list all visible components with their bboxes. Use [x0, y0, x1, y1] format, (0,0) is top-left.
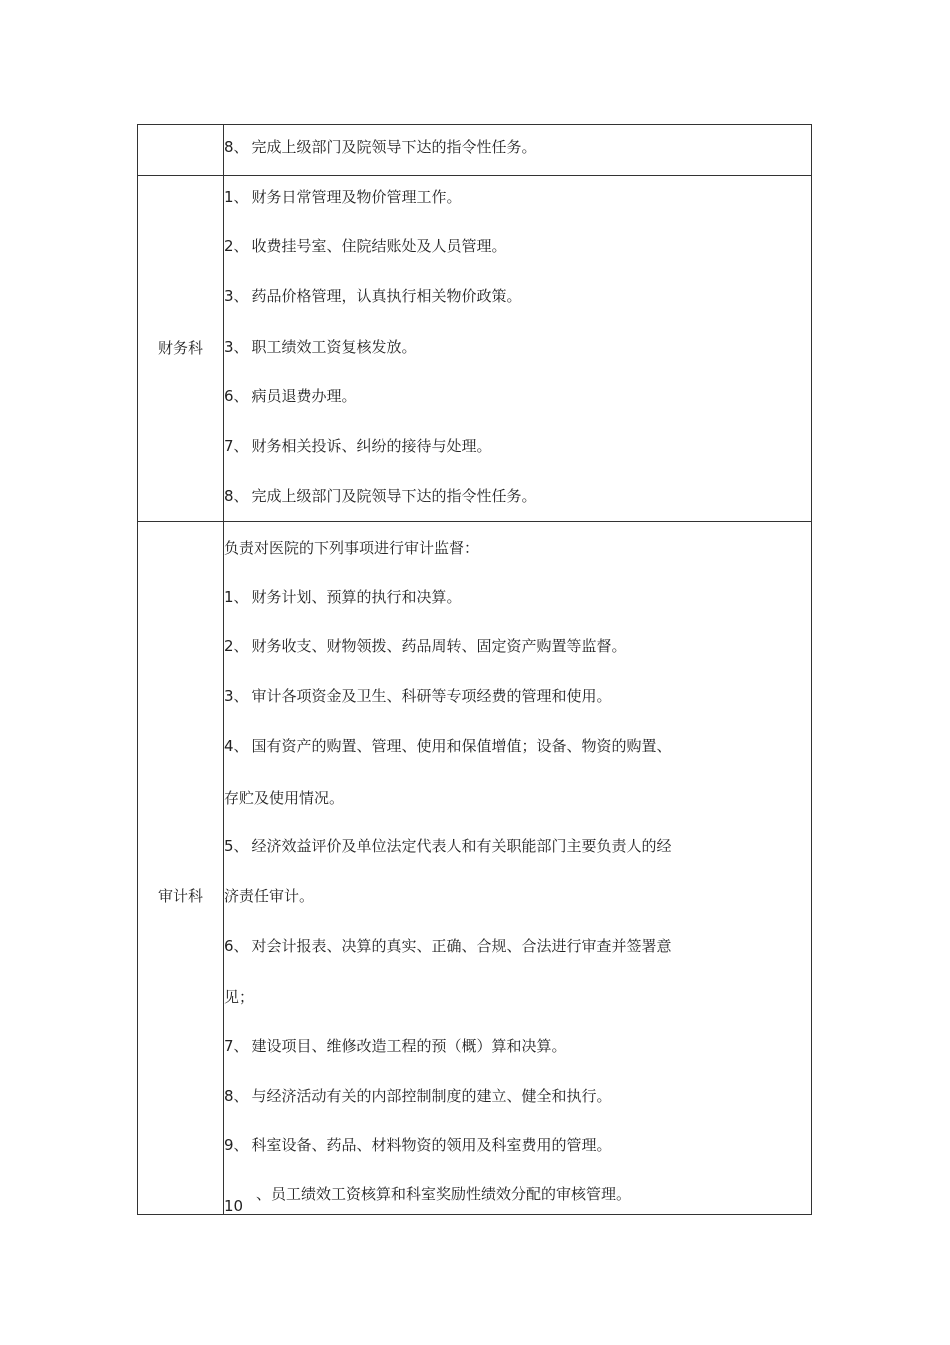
item-text: 完成上级部门及院领导下达的指令性任务。 [251, 138, 537, 156]
duty-line [224, 386, 357, 406]
duty-line [224, 187, 462, 207]
duty-line [224, 436, 492, 456]
item-text: 与经济活动有关的内部控制制度的建立、健全和执行。 [251, 1087, 612, 1105]
item-separator: 、 [233, 188, 249, 206]
item-number: 6 [224, 937, 234, 955]
item-separator: 、 [233, 437, 249, 455]
duty-line [224, 636, 627, 656]
duty-line-continued: 见； [224, 988, 255, 1006]
item-separator: 、 [233, 1087, 249, 1105]
item-separator: 、 [233, 637, 249, 655]
item-number: 6 [224, 387, 234, 405]
department-name: 审计科 [157, 887, 203, 905]
item-number: 7 [224, 437, 234, 455]
duty-line [224, 1086, 612, 1106]
duty-line [224, 236, 507, 256]
item-separator: 、 [233, 687, 249, 705]
item-number: 3 [224, 287, 234, 305]
item-separator: 、 [233, 487, 249, 505]
duty-line [224, 486, 537, 506]
item-text: 经济效益评价及单位法定代表人和有关职能部门主要负责人的经 [251, 837, 672, 855]
item-number: 1 [224, 188, 234, 206]
item-number: 2 [224, 637, 234, 655]
duty-line [224, 736, 672, 756]
item-text: 员工绩效工资核算和科室奖励性绩效分配的审核管理。 [271, 1185, 632, 1203]
item-separator: 、 [233, 1037, 249, 1055]
department-name: 财务科 [157, 339, 203, 357]
item-text: 财务收支、财物领拨、药品周转、固定资产购置等监督。 [251, 637, 627, 655]
item-number: 2 [224, 237, 234, 255]
item-number: 8 [224, 1087, 234, 1105]
item-number: 8 [224, 487, 234, 505]
item-text: 病员退费办理。 [251, 387, 357, 405]
duty-line [256, 1184, 631, 1204]
item-text: 收费挂号室、住院结账处及人员管理。 [251, 237, 507, 255]
item-separator: 、 [256, 1185, 272, 1203]
item-text: 财务日常管理及物价管理工作。 [251, 188, 462, 206]
item-number: 7 [224, 1037, 234, 1055]
item-separator: 、 [233, 937, 249, 955]
duty-line-continued: 存贮及使用情况。 [224, 789, 345, 807]
item-separator: 、 [233, 287, 249, 305]
item-number: 4 [224, 737, 234, 755]
item-separator: 、 [233, 737, 249, 755]
duty-line [224, 1135, 612, 1155]
item-separator: 、 [233, 588, 249, 606]
item-separator: 、 [233, 1136, 249, 1154]
duty-line [224, 1036, 567, 1056]
item-text: 建设项目、维修改造工程的预（概）算和决算。 [251, 1037, 567, 1055]
item-text: 职工绩效工资复核发放。 [251, 338, 417, 356]
item-separator: 、 [233, 138, 249, 156]
item-number: 3 [224, 687, 234, 705]
item-separator: 、 [233, 837, 249, 855]
item-number: 10 [224, 1197, 244, 1215]
item-text: 科室设备、药品、材料物资的领用及科室费用的管理。 [251, 1136, 612, 1154]
item-text: 完成上级部门及院领导下达的指令性任务。 [251, 487, 537, 505]
duty-line [224, 337, 417, 357]
item-text: 国有资产的购置、管理、使用和保值增值；设备、物资的购置、 [251, 737, 672, 755]
duty-line [224, 286, 522, 306]
duty-line [224, 936, 672, 956]
item-number: 3 [224, 338, 234, 356]
duty-line-continued: 济责任审计。 [224, 887, 315, 905]
item-text: 财务计划、预算的执行和决算。 [251, 588, 462, 606]
duty-line [224, 137, 537, 157]
item-text: 药品价格管理，认真执行相关物价政策。 [251, 287, 522, 305]
item-number: 5 [224, 837, 234, 855]
section-intro: 负责对医院的下列事项进行审计监督： [224, 539, 480, 557]
item-text: 财务相关投诉、纠纷的接待与处理。 [251, 437, 492, 455]
duty-line [224, 686, 612, 706]
item-separator: 、 [233, 237, 249, 255]
item-number: 8 [224, 138, 234, 156]
item-separator: 、 [233, 338, 249, 356]
item-text: 审计各项资金及卫生、科研等专项经费的管理和使用。 [251, 687, 612, 705]
duty-line [224, 587, 462, 607]
item-number: 1 [224, 588, 234, 606]
item-separator: 、 [233, 387, 249, 405]
duty-line [224, 836, 672, 856]
item-text: 对会计报表、决算的真实、正确、合规、合法进行审查并签署意 [251, 937, 672, 955]
item-number: 9 [224, 1136, 234, 1154]
